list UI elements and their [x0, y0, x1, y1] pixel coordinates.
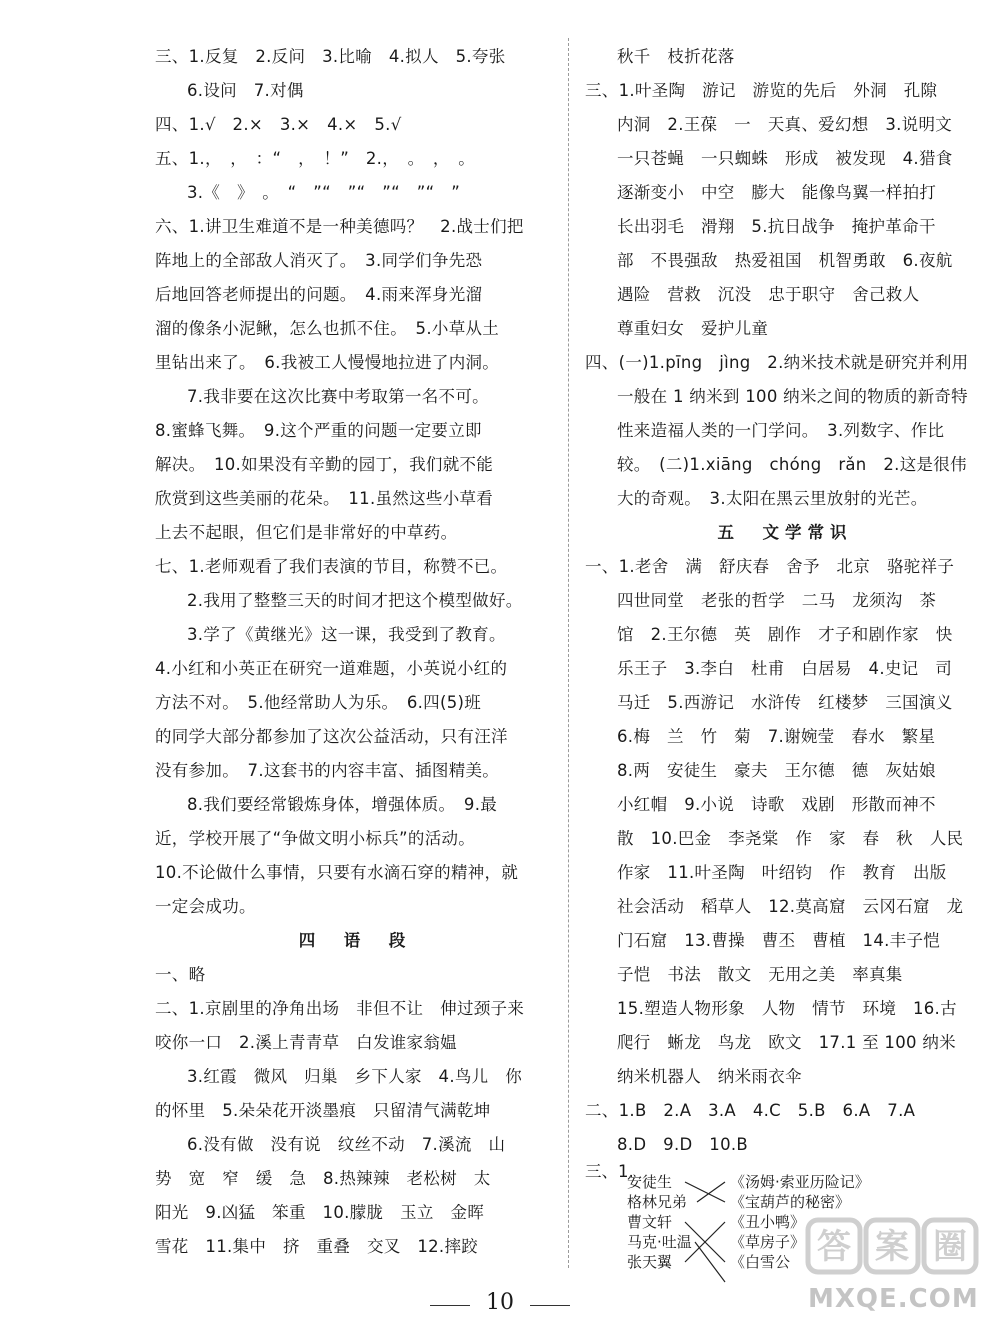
left-text-line: 10.不论做什么事情，只要有水滴石穿的精神，就: [155, 863, 519, 882]
left-text-line: 3.红霞 微风 归巢 乡下人家 4.鸟儿 你: [187, 1067, 523, 1086]
left-text-line: 8.蜜蜂飞舞。 9.这个严重的问题一定要立即: [155, 421, 482, 440]
left-text-line: 四、1.√ 2.× 3.× 4.× 5.√: [155, 115, 402, 134]
left-text-line: 2.我用了整整三天的时间才把这个模型做好。: [187, 591, 523, 610]
right-section-heading: 五 文学常识: [717, 523, 853, 542]
svg-text:答: 答: [817, 1227, 851, 1267]
right-text-line: 门石窟 13.曹操 曹丕 曹植 14.丰子恺: [617, 931, 941, 950]
right-text-line: 6.梅 兰 竹 菊 7.谢婉莹 春水 繁星: [617, 727, 936, 746]
right-text-line: 大的奇观。 3.太阳在黑云里放射的光芒。: [617, 489, 928, 508]
right-text-line: 马迁 5.西游记 水浒传 红楼梦 三国演义: [617, 693, 953, 712]
left-text-line: 6.设问 7.对偶: [187, 81, 304, 100]
page-number-dash-right: [530, 1305, 570, 1306]
watermark-url: MXQE.COM: [808, 1284, 979, 1314]
author-3: 曹文轩: [627, 1213, 673, 1231]
left-text-line: 六、1.讲卫生难道不是一种美德吗？ 2.战士们把: [155, 217, 524, 236]
left-text-line: 一、略: [155, 965, 206, 984]
author-4: 马克·吐温: [627, 1233, 692, 1251]
book-1: 《汤姆·索亚历险记》: [730, 1173, 870, 1191]
book-4: 《草房子》: [730, 1233, 806, 1251]
right-text-line: 一般在 1 纳米到 100 纳米之间的物质的新奇特: [617, 387, 968, 406]
svg-text:案: 案: [875, 1227, 909, 1267]
right-text-line: 四世同堂 老张的哲学 二马 龙须沟 茶: [617, 591, 937, 610]
column-divider: [568, 38, 569, 1268]
right-text-block: [585, 40, 985, 1162]
left-text-line: 欣赏到这些美丽的花朵。 11.虽然这些小草看: [155, 489, 494, 508]
svg-text:圈: 圈: [933, 1227, 967, 1267]
left-section-heading: 四 语 段: [298, 931, 412, 950]
book-2: 《宝葫芦的秘密》: [730, 1193, 851, 1211]
left-text-line: 3.《 》 。 “ ”“ ”“ ”“ ”“ ”: [187, 183, 461, 202]
left-text-line: 的同学大部分都参加了这次公益活动，只有汪洋: [155, 727, 508, 746]
left-text-line: 咬你一口 2.溪上青青草 白发谁家翁媪: [155, 1033, 457, 1052]
matching-label: 三、1.: [585, 1162, 634, 1181]
right-text-line: 性来造福人类的一门学问。 3.列数字、作比: [617, 421, 945, 440]
right-text-line: 纳米机器人 纳米雨衣伞: [617, 1067, 802, 1086]
right-text-line: 馆 2.王尔德 英 剧作 才子和剧作家 快: [617, 625, 953, 644]
right-text-line: 二、1.B 2.A 3.A 4.C 5.B 6.A 7.A: [585, 1101, 916, 1120]
left-text-line: 溜的像条小泥鳅，怎么也抓不住。 5.小草从土: [155, 319, 500, 338]
left-text-line: 一定会成功。: [155, 897, 256, 916]
left-text-line: 三、1.反复 2.反问 3.比喻 4.拟人 5.夸张: [155, 47, 506, 66]
right-text-line: 15.塑造人物形象 人物 情节 环境 16.古: [617, 999, 957, 1018]
book-5: 《白雪公: [730, 1253, 791, 1271]
right-text-line: 子恺 书法 散文 无用之美 率真集: [617, 965, 903, 984]
right-text-line: 三、1.叶圣陶 游记 游览的先后 外洞 孔隙: [585, 81, 938, 100]
left-text-line: 近，学校开展了“争做文明小标兵”的活动。: [155, 829, 476, 848]
left-text-line: 七、1.老师观看了我们表演的节目，称赞不已。: [155, 557, 508, 576]
left-text-line: 方法不对。 5.他经常助人为乐。 6.四(5)班: [155, 693, 482, 712]
left-text-line: 上去不起眼，但它们是非常好的中草药。: [155, 523, 458, 542]
left-text-line: 6.没有做 没有说 纹丝不动 7.溪流 山: [187, 1135, 506, 1154]
right-text-line: 社会活动 稻草人 12.莫高窟 云冈石窟 龙: [617, 897, 964, 916]
page-number: 10: [486, 1290, 514, 1315]
left-text-line: 4.小红和小英正在研究一道难题，小英说小红的: [155, 659, 508, 678]
right-text-line: 8.D 9.D 10.B: [617, 1135, 749, 1154]
left-text-line: 雪花 11.集中 挤 重叠 交叉 12.摔跤: [155, 1237, 479, 1256]
right-text-line: 乐王子 3.李白 杜甫 白居易 4.史记 司: [617, 659, 953, 678]
right-text-line: 部 不畏强敌 热爱祖国 机智勇敢 6.夜航: [617, 251, 953, 270]
left-text-line: 阳光 9.凶猛 笨重 10.朦胧 玉立 金晖: [155, 1203, 485, 1222]
right-text-line: 较。 (二)1.xiāng chóng rǎn 2.这是很伟: [617, 455, 967, 474]
author-2: 格林兄弟: [627, 1193, 688, 1211]
right-text-line: 小红帽 9.小说 诗歌 戏剧 形散而神不: [617, 795, 936, 814]
right-text-line: 8.两 安徒生 豪夫 王尔德 德 灰姑娘: [617, 761, 936, 780]
right-text-line: 尊重妇女 爱护儿童: [617, 319, 769, 338]
left-text-line: 的怀里 5.朵朵花开淡墨痕 只留清气满乾坤: [155, 1101, 491, 1120]
right-text-line: 一、1.老舍 满 舒庆春 舍予 北京 骆驼祥子: [585, 557, 955, 576]
left-text-line: 二、1.京剧里的净角出场 非但不让 伸过颈子来: [155, 999, 525, 1018]
right-text-line: 散 10.巴金 李尧棠 作 家 春 秋 人民: [617, 829, 964, 848]
right-text-line: 一只苍蝇 一只蜘蛛 形成 被发现 4.猎食: [617, 149, 953, 168]
left-text-line: 3.学了《黄继光》这一课，我受到了教育。: [187, 625, 506, 644]
right-text-line: 作家 11.叶圣陶 叶绍钧 作 教育 出版: [617, 863, 947, 882]
left-text-line: 五、1.， ， ：“ ， ！” 2.， 。 ， 。: [155, 149, 476, 168]
left-text-line: 7.我非要在这次比赛中考取第一名不可。: [187, 387, 489, 406]
right-column: [585, 40, 985, 1302]
author-1: 安徒生: [627, 1173, 673, 1191]
right-text-line: 内洞 2.王葆 一 天真、爱幻想 3.说明文: [617, 115, 953, 134]
left-column: [155, 40, 555, 1264]
right-text-line: 四、(一)1.pīng jìng 2.纳米技术就是研究并利用: [585, 353, 969, 372]
left-text-line: 势 宽 窄 缓 急 8.热辣辣 老松树 太: [155, 1169, 491, 1188]
left-text-line: 里钻出来了。 6.我被工人慢慢地拉进了内洞。: [155, 353, 500, 372]
book-3: 《丑小鸭》: [730, 1213, 806, 1231]
left-text-line: 没有参加。 7.这套书的内容丰富、插图精美。: [155, 761, 500, 780]
right-text-line: 遇险 营救 沉没 忠于职守 舍己救人: [617, 285, 920, 304]
left-text-line: 8.我们要经常锻炼身体，增强体质。 9.最: [187, 795, 498, 814]
right-text-line: 逐渐变小 中空 膨大 能像鸟翼一样拍打: [617, 183, 937, 202]
left-text-line: 解决。 10.如果没有辛勤的园丁，我们就不能: [155, 455, 494, 474]
right-text-line: 爬行 蜥龙 鸟龙 欧文 17.1 至 100 纳米: [617, 1033, 956, 1052]
left-text-line: 后地回答老师提出的问题。 4.雨来浑身光溜: [155, 285, 483, 304]
author-5: 张天翼: [627, 1253, 673, 1271]
right-text-line: 秋千 枝折花落: [617, 47, 735, 66]
right-text-line: 长出羽毛 滑翔 5.抗日战争 掩护革命干: [617, 217, 936, 236]
left-text-line: 阵地上的全部敌人消灭了。 3.同学们争先恐: [155, 251, 483, 270]
